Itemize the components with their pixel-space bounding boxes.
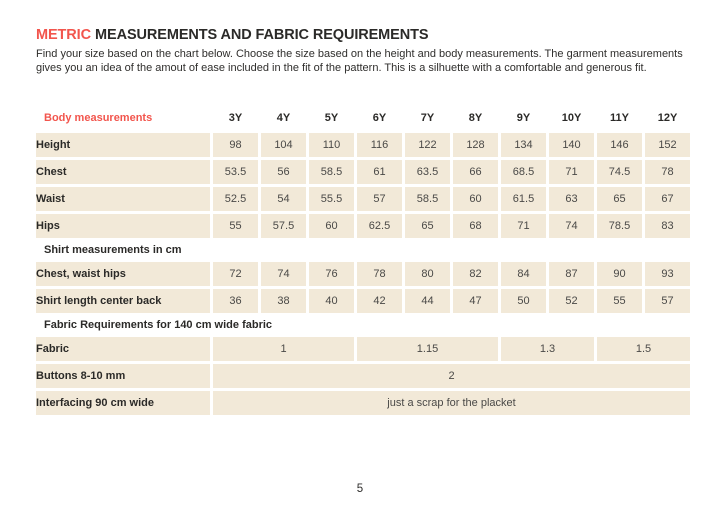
value-cell: 68	[453, 214, 498, 238]
intro-paragraph	[36, 48, 683, 75]
value-cell: 82	[453, 262, 498, 286]
size-column-header: 11Y	[610, 112, 629, 124]
value-cell: 61	[357, 160, 402, 184]
value-cell: 65	[405, 214, 450, 238]
value-cell: 140	[549, 133, 594, 157]
value-cell: 56	[261, 160, 306, 184]
value-cell: 67	[645, 187, 690, 211]
value-cell: 83	[645, 214, 690, 238]
value-cell: 72	[213, 262, 258, 286]
value-cell: 63	[549, 187, 594, 211]
title-accent: METRIC	[36, 27, 91, 43]
value-cell: 57.5	[261, 214, 306, 238]
value-cell: 62.5	[357, 214, 402, 238]
value-cell: 1.15	[357, 337, 498, 361]
value-cell: 98	[213, 133, 258, 157]
table-row	[36, 391, 690, 415]
value-cell: 60	[453, 187, 498, 211]
intro-line-2: gives you an idea of the amout of ease included in the fit of the pattern. This is a silhuette with a comfortable and generous fit.	[36, 61, 647, 74]
value-cell: 146	[597, 133, 642, 157]
value-cell: 50	[501, 289, 546, 313]
value-cell: 66	[453, 160, 498, 184]
value-cell: 57	[645, 289, 690, 313]
value-cell: 44	[405, 289, 450, 313]
table-header-row	[36, 106, 690, 130]
row-label: Hips	[36, 214, 210, 238]
value-cell: 63.5	[405, 160, 450, 184]
value-cell: 1	[213, 337, 354, 361]
value-cell: 80	[405, 262, 450, 286]
table-row	[36, 262, 690, 286]
value-cell: 128	[453, 133, 498, 157]
row-label: Interfacing 90 cm wide	[36, 391, 210, 415]
value-cell: 93	[645, 262, 690, 286]
value-cell: 58.5	[309, 160, 354, 184]
value-cell: 78	[645, 160, 690, 184]
value-cell: 55.5	[309, 187, 354, 211]
size-column-header: 3Y	[228, 112, 243, 124]
value-cell: 78.5	[597, 214, 642, 238]
value-cell: 58.5	[405, 187, 450, 211]
value-cell: 1.5	[597, 337, 690, 361]
value-cell: 71	[501, 214, 546, 238]
value-cell: 74	[549, 214, 594, 238]
size-column-header: 8Y	[468, 112, 483, 124]
value-cell: 74	[261, 262, 306, 286]
value-cell: 110	[309, 133, 354, 157]
table-row	[36, 160, 690, 184]
size-column-header: 9Y	[516, 112, 531, 124]
value-cell: 65	[597, 187, 642, 211]
title-rest: MEASUREMENTS AND FABRIC REQUIREMENTS	[95, 27, 429, 43]
value-cell: 74.5	[597, 160, 642, 184]
table-row	[36, 187, 690, 211]
size-column-header: 5Y	[324, 112, 339, 124]
row-label: Waist	[36, 187, 210, 211]
value-cell: 40	[309, 289, 354, 313]
value-cell: 36	[213, 289, 258, 313]
value-cell: 134	[501, 133, 546, 157]
table-row	[36, 364, 690, 388]
value-cell: 87	[549, 262, 594, 286]
section-heading-row	[36, 316, 690, 334]
value-cell: 52.5	[213, 187, 258, 211]
value-cell: 90	[597, 262, 642, 286]
table-header-label: Body measurements	[44, 112, 153, 124]
size-column-header: 7Y	[420, 112, 435, 124]
table-row	[36, 289, 690, 313]
size-column-header: 12Y	[657, 112, 678, 124]
value-cell: 78	[357, 262, 402, 286]
row-label: Buttons 8-10 mm	[36, 364, 210, 388]
table-row	[36, 337, 690, 361]
table-row	[36, 214, 690, 238]
row-label: Fabric	[36, 337, 210, 361]
value-cell: 38	[261, 289, 306, 313]
value-cell: 71	[549, 160, 594, 184]
value-cell: 42	[357, 289, 402, 313]
value-cell: 53.5	[213, 160, 258, 184]
value-cell: 57	[357, 187, 402, 211]
size-column-header: 10Y	[561, 112, 582, 124]
value-cell: 55	[597, 289, 642, 313]
value-cell: 76	[309, 262, 354, 286]
value-cell: 52	[549, 289, 594, 313]
value-cell: 152	[645, 133, 690, 157]
size-column-header: 4Y	[276, 112, 291, 124]
value-cell: 2	[213, 364, 690, 388]
section-heading: Fabric Requirements for 140 cm wide fabric	[44, 319, 273, 331]
value-cell: 116	[357, 133, 402, 157]
row-label: Chest	[36, 160, 210, 184]
value-cell: 54	[261, 187, 306, 211]
value-cell: 1.3	[501, 337, 594, 361]
intro-line-1: Find your size based on the chart below. Choose the size based on the height and body measurements. The garment measurements	[36, 48, 683, 60]
measurements-table-container	[33, 103, 693, 418]
value-cell: 122	[405, 133, 450, 157]
row-label: Shirt length center back	[36, 289, 210, 313]
value-cell: 60	[309, 214, 354, 238]
row-label: Chest, waist hips	[36, 262, 210, 286]
page-number: 5	[356, 483, 364, 495]
value-cell: 47	[453, 289, 498, 313]
value-cell: 84	[501, 262, 546, 286]
page-title	[36, 27, 428, 43]
value-cell: 68.5	[501, 160, 546, 184]
row-label: Height	[36, 133, 210, 157]
value-cell: just a scrap for the placket	[213, 391, 690, 415]
table-row	[36, 133, 690, 157]
measurements-table	[33, 103, 693, 418]
value-cell: 104	[261, 133, 306, 157]
value-cell: 55	[213, 214, 258, 238]
value-cell: 61.5	[501, 187, 546, 211]
section-heading-row	[36, 241, 690, 259]
section-heading: Shirt measurements in cm	[44, 244, 182, 256]
size-column-header: 6Y	[372, 112, 387, 124]
